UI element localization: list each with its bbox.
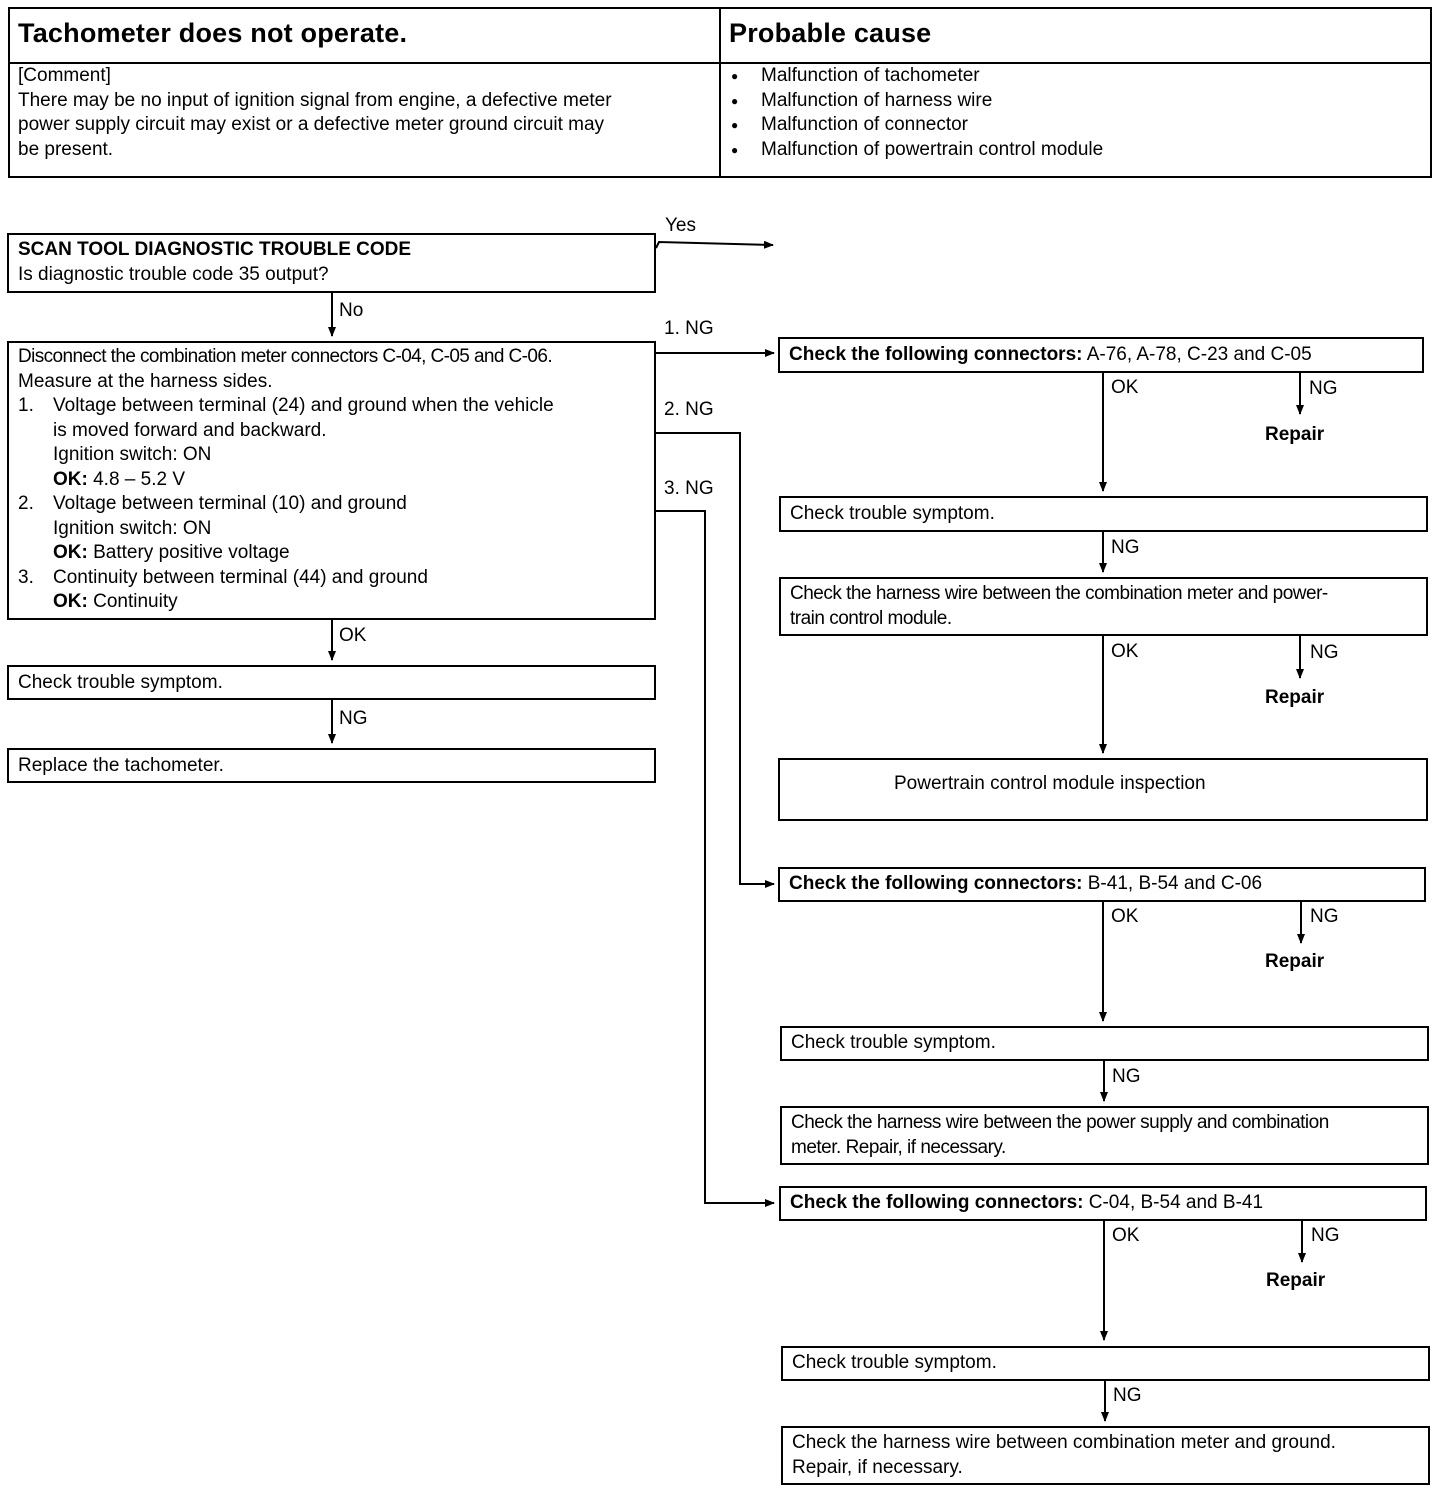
yes-label: Yes xyxy=(665,215,696,236)
b1-connectors-box xyxy=(778,337,1424,373)
b2-check-symptom-box xyxy=(780,1026,1429,1061)
b3-ok-label: OK xyxy=(1112,1225,1140,1246)
b1-ng3-label: NG xyxy=(1310,642,1339,663)
step-line: Continuity between terminal (44) and ground xyxy=(53,566,428,588)
branch-3-arrow xyxy=(656,511,774,1203)
b1-harness-line: Check the harness wire between the combination meter and power- xyxy=(790,583,1328,604)
disconnect-box xyxy=(7,341,656,620)
check-symptom-box xyxy=(7,665,656,700)
b2-ng2-label: NG xyxy=(1112,1066,1141,1087)
branch-1-label: 1. NG xyxy=(664,318,714,339)
step-number: 3. xyxy=(18,566,34,588)
measurement-step xyxy=(18,394,648,492)
b2-harness-line: meter. Repair, if necessary. xyxy=(791,1136,1006,1158)
measurement-steps xyxy=(18,394,648,615)
comment-line: There may be no input of ignition signal from engine, a defective meter xyxy=(18,89,612,111)
comment-line: power supply circuit may exist or a defective meter ground circuit may xyxy=(18,114,605,135)
ng-label: NG xyxy=(339,708,368,729)
b2-harness-line: Check the harness wire between the power supply and combination xyxy=(791,1112,1329,1133)
cause-item: ● Malfunction of connector xyxy=(729,113,1103,138)
b2-connectors-text: Check the following connectors: B-41, B-54 and C-06 xyxy=(789,873,1263,894)
b1-check-symptom-box xyxy=(779,496,1428,532)
branch-3-label: 3. NG xyxy=(664,478,714,499)
b1-harness-line: train control module. xyxy=(790,607,952,629)
b1-repair2-label: Repair xyxy=(1265,687,1325,708)
b2-ng-label: NG xyxy=(1310,906,1339,927)
scan-tool-title: SCAN TOOL DIAGNOSTIC TROUBLE CODE xyxy=(18,239,412,260)
b1-repair-label: Repair xyxy=(1265,424,1325,445)
b1-ng2-label: NG xyxy=(1111,537,1140,558)
check-symptom-text: Check trouble symptom. xyxy=(18,672,223,693)
b3-ng2-label: NG xyxy=(1113,1385,1142,1406)
scan-tool-box xyxy=(7,233,656,293)
b1-connectors-text: Check the following connectors: A-76, A-78, C-23 and C-05 xyxy=(789,344,1312,365)
b1-harness-box xyxy=(779,577,1428,636)
b2-repair-label: Repair xyxy=(1265,951,1325,972)
step-number: 1. xyxy=(18,395,34,416)
b3-harness-box xyxy=(781,1426,1430,1485)
step-line: Voltage between terminal (24) and ground when the vehicle xyxy=(53,395,554,416)
b1-ng-label: NG xyxy=(1309,378,1338,399)
branch-2-arrow xyxy=(656,433,774,884)
step-ok: OK: 4.8 – 5.2 V xyxy=(53,468,186,490)
b1-check-symptom-text: Check trouble symptom. xyxy=(790,503,995,524)
b3-repair-label: Repair xyxy=(1266,1270,1326,1291)
step-line: Ignition switch: ON xyxy=(53,517,212,539)
step-ok: OK: Battery positive voltage xyxy=(53,542,290,563)
step-ok: OK: Continuity xyxy=(53,591,178,612)
cause-item: ● Malfunction of powertrain control module xyxy=(729,138,1103,163)
b1-pcm-box xyxy=(778,758,1428,821)
measurement-step xyxy=(18,492,648,566)
no-label: No xyxy=(339,300,364,321)
step-line: Ignition switch: ON xyxy=(53,444,212,465)
b3-check-symptom-text: Check trouble symptom. xyxy=(792,1352,997,1373)
scan-tool-question: Is diagnostic trouble code 35 output? xyxy=(18,263,329,285)
b1-pcm-text: Powertrain control module inspection xyxy=(894,773,1206,794)
measure-instruction: Measure at the harness sides. xyxy=(18,370,273,392)
ok-label: OK xyxy=(339,625,367,646)
b3-connectors-box xyxy=(779,1186,1427,1221)
replace-tachometer-text: Replace the tachometer. xyxy=(18,755,224,776)
yes-arrow xyxy=(656,242,773,248)
b3-check-symptom-box xyxy=(781,1346,1430,1381)
b2-check-symptom-text: Check trouble symptom. xyxy=(791,1032,996,1053)
b1-ok-label: OK xyxy=(1111,377,1139,398)
b3-connectors-text: Check the following connectors: C-04, B-54 and B-41 xyxy=(790,1192,1264,1213)
cause-item: ● Malfunction of harness wire xyxy=(729,89,1103,114)
cause-item: ● Malfunction of tachometer xyxy=(729,64,1103,89)
comment-heading: [Comment] xyxy=(18,65,111,86)
b2-harness-box xyxy=(780,1106,1429,1165)
b3-ng-label: NG xyxy=(1311,1225,1340,1246)
probable-cause-title: Probable cause xyxy=(729,18,932,48)
step-line: is moved forward and backward. xyxy=(53,419,327,441)
branch-2-label: 2. NG xyxy=(664,399,714,420)
replace-tachometer-box xyxy=(7,748,656,783)
b1-ok2-label: OK xyxy=(1111,641,1139,662)
step-line: Voltage between terminal (10) and ground xyxy=(53,493,407,514)
disconnect-instruction: Disconnect the combination meter connectors C-04, C-05 and C-06. xyxy=(18,346,552,367)
b3-harness-line: Check the harness wire between combination meter and ground. xyxy=(792,1432,1336,1453)
b2-ok-label: OK xyxy=(1111,906,1139,927)
page-title: Tachometer does not operate. xyxy=(18,18,408,48)
b2-connectors-box xyxy=(778,867,1426,902)
step-number: 2. xyxy=(18,493,34,514)
measurement-step xyxy=(18,566,648,615)
b3-harness-line: Repair, if necessary. xyxy=(792,1456,963,1478)
comment-line: be present. xyxy=(18,138,114,160)
